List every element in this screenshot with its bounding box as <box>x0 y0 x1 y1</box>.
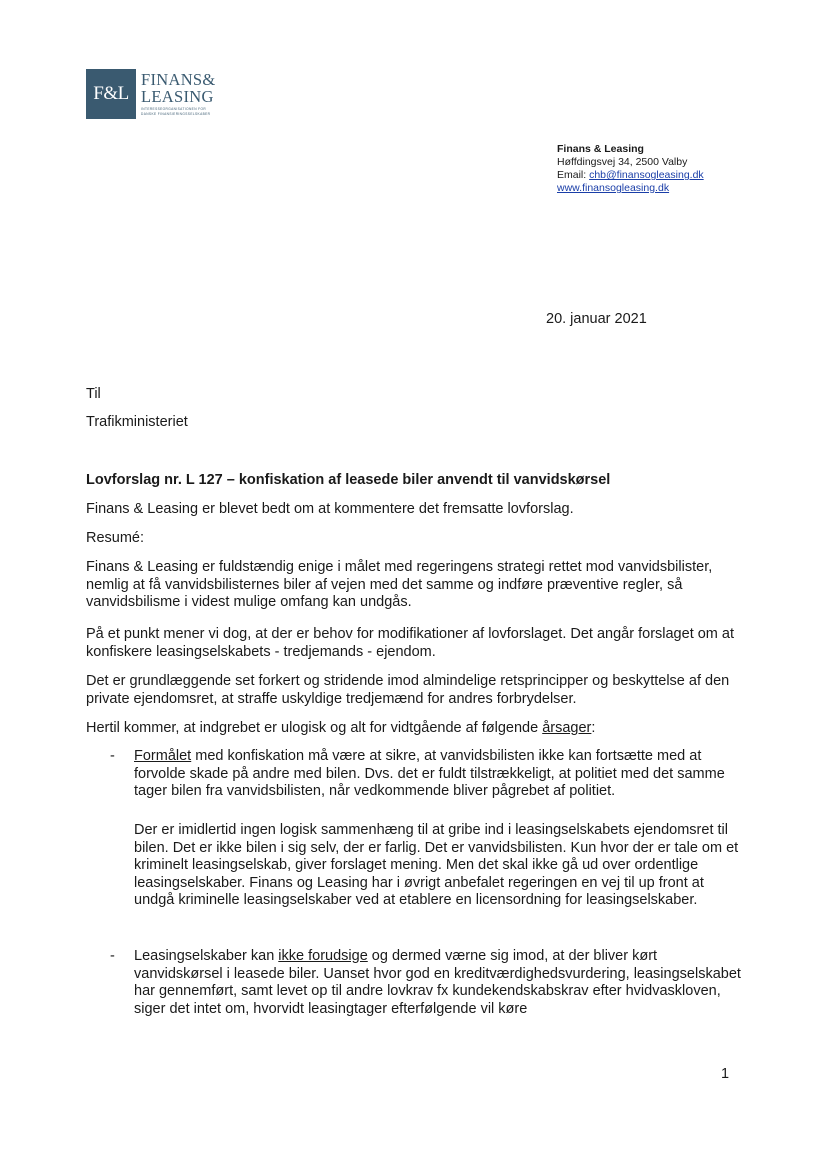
sender-website-link[interactable]: www.finansogleasing.dk <box>557 182 670 194</box>
company-logo <box>86 69 226 119</box>
logo-tagline-line1: INTERESSEORGANISATIONEN FOR <box>141 107 207 111</box>
letter-subject: Lovforslag nr. L 127 – konfiskation af leasede biler anvendt til vanvidskørsel <box>86 472 611 488</box>
bullet-2-start: Leasingselskaber kan <box>134 948 279 964</box>
recipient-prefix: Til <box>86 386 101 402</box>
bullet-2-underlined: ikke forudsige <box>278 948 368 964</box>
recipient-name: Trafikministeriet <box>86 414 188 430</box>
paragraph-resume-heading: Resumé: <box>86 530 145 546</box>
reasons-colon: : <box>591 720 596 736</box>
logo-tagline <box>141 107 229 116</box>
paragraph-modification: På et punkt mener vi dog, at der er behov for modifikationer af lovforslaget. Det angår forslaget om at konfiskere leasingselskabets - tredjemands - ejendom. <box>86 626 735 660</box>
sender-name: Finans & Leasing <box>557 143 644 155</box>
bullet-1-underlined: Formålet <box>134 748 192 764</box>
reasons-underlined: årsager <box>542 720 592 736</box>
letter-date: 20. januar 2021 <box>546 311 647 327</box>
logo-name <box>141 71 216 105</box>
bullet-2-rest: og dermed værne sig imod, at der bliver kørt vanvidskørsel i leasede biler. Uanset hvor god en kreditværdighedsvurdering, leasingselskabet har gennemført, samt levet op til andre lovkrav fx kundekendskabskrav efter hvidvaskloven, siger det intet om, hvorvidt leasingtager efterfølgende vil køre <box>134 948 741 1017</box>
logo-name-line2: LEASING <box>141 87 214 106</box>
sender-email-link[interactable]: chb@finansogleasing.dk <box>589 169 704 181</box>
sender-website-line <box>557 182 704 195</box>
sender-email-line <box>557 169 704 182</box>
paragraph-summary: Finans & Leasing er fuldstændig enige i målet med regeringens strategi rettet mod vanvidsbilister, nemlig at få vanvidsbilisternes biler af vejen med det samme og indføre præventive regler, så vanvidsbilisme i videst mulige omfang kan undgås. <box>86 559 713 610</box>
reasons-text: Hertil kommer, at indgrebet er ulogisk og alt for vidtgående af følgende <box>86 720 543 736</box>
logo-tagline-line2: DANSKE FINANSIERINGSSELSKABER <box>141 111 211 116</box>
bullet-marker-2: - <box>110 948 115 964</box>
bullet-1-paragraph-2: Der er imidlertid ingen logisk sammenhæng til at gribe ind i leasingselskabets ejendomsret til bilen. Det er ikke bilen i sig selv, der er farlig. Det er vanvidsbilisten. Kun hvor der er tale om et kriminelt leasingselskab, giver forslaget mening. Men det skal ikke gå ud over ordentlige leasingselskaber. Finans og Leasing har i øvrigt anbefalet regeringen en vej til up front at undgå kriminelle leasingselskaber ved at etablere en licensordning for leasingselskaber. <box>134 822 739 908</box>
paragraph-intro: Finans & Leasing er blevet bedt om at kommentere det fremsatte lovforslag. <box>86 501 574 517</box>
sender-email-label: Email: <box>557 169 590 181</box>
paragraph-reasons <box>86 720 741 738</box>
page-number: 1 <box>721 1066 730 1082</box>
bullet-2-text <box>134 948 744 1018</box>
logo-monogram: F&L <box>86 69 136 119</box>
logo-name-line1: FINANS& <box>141 70 216 89</box>
sender-address: Høffdingsvej 34, 2500 Valby <box>557 156 688 168</box>
bullet-marker-1: - <box>110 748 115 764</box>
paragraph-principles: Det er grundlæggende set forkert og stridende imod almindelige retsprincipper og beskyttelse af den private ejendomsret, at straffe uskyldige tredjemænd for andres forbrydelser. <box>86 673 730 707</box>
bullet-1-text <box>134 748 744 801</box>
sender-block <box>557 143 704 195</box>
bullet-1-rest: med konfiskation må være at sikre, at vanvidsbilisten ikke kan fortsætte med at forvolde skade på andre med bilen. Dvs. det er fuldt tilstrækkeligt, at politiet med det samme tager bilen fra vanvidsbilisten, når vedkommende bliver pågrebet af politiet. <box>134 748 725 799</box>
